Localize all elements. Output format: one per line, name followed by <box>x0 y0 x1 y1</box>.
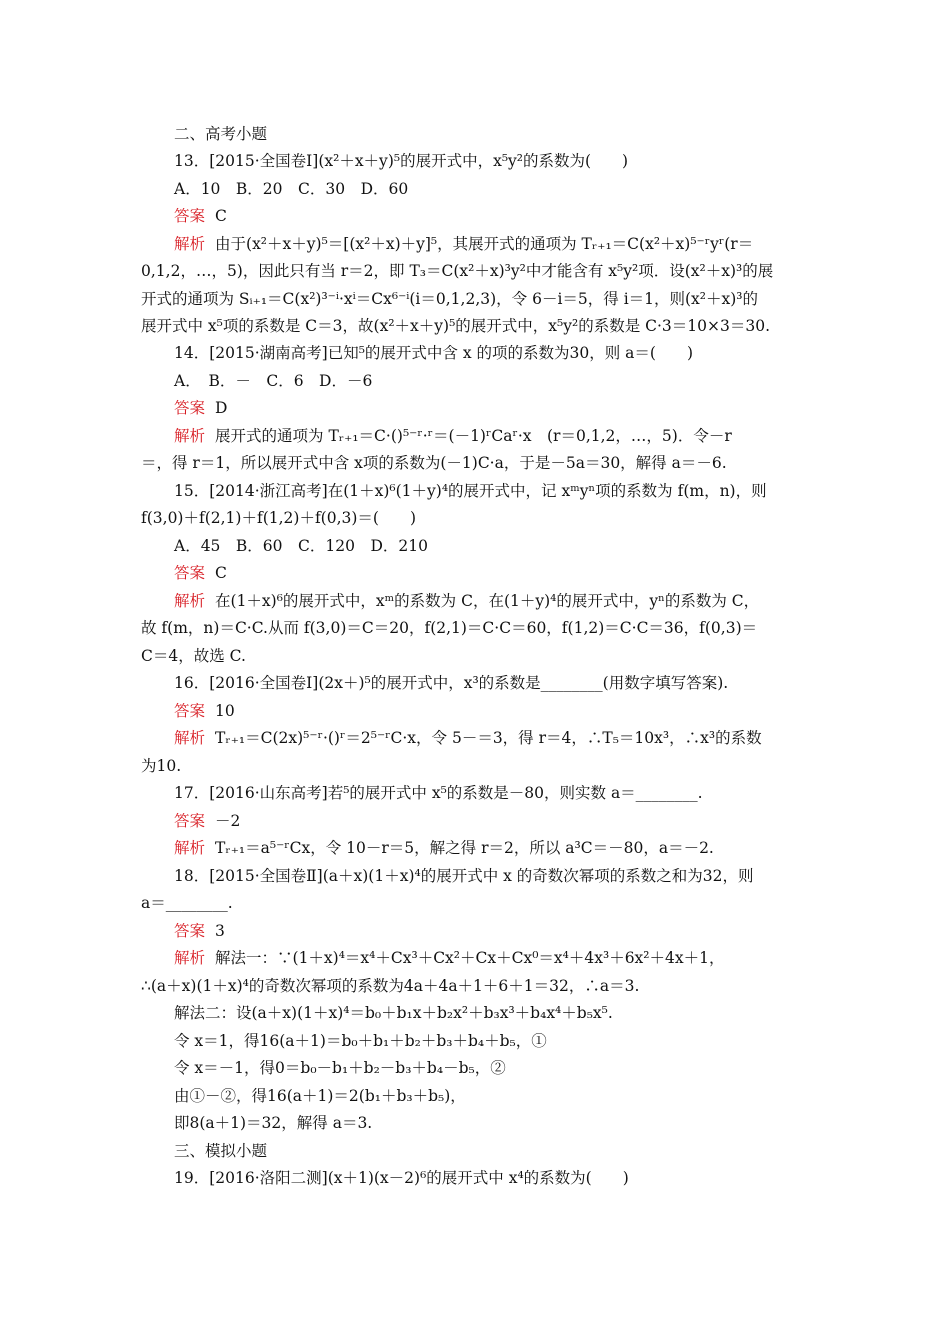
analysis-15-line2: 故 f(m，n)＝C·C.从而 f(3,0)＝C＝20，f(2,1)＝C·C＝60，f(1,2)＝C·C＝36，f(0,3)＝ <box>141 619 758 637</box>
question-18-line2: a＝________. <box>141 894 233 912</box>
answer-14: 答案 D <box>174 399 228 417</box>
section-heading-gaokao: 二、高考小题 <box>174 125 268 143</box>
analysis-17: 解析 Tᵣ₊₁＝a⁵⁻ʳCx，令 10－r＝5，解之得 r＝2，所以 a³C＝－80，a＝－2. <box>174 839 714 857</box>
question-14: 14．[2015·湖南高考]已知⁵的展开式中含 x 的项的系数为30，则 a＝( ) <box>174 344 693 362</box>
analysis-13-line1: 解析 由于(x²＋x＋y)⁵＝[(x²＋x)＋y]⁵，其展开式的通项为 Tᵣ₊₁＝C(x²＋x)⁵⁻ʳyʳ(r＝ <box>174 235 754 253</box>
section-heading-moni: 三、模拟小题 <box>174 1142 268 1160</box>
question-17: 17．[2016·山东高考]若⁵的展开式中 x⁵的系数是－80，则实数 a＝________. <box>174 784 703 802</box>
analysis-15-line3: C＝4，故选 C. <box>141 647 246 665</box>
analysis-16-line1: 解析 Tᵣ₊₁＝C(2x)⁵⁻ʳ·()ʳ＝2⁵⁻ʳC·x，令 5－＝3，得 r＝4，∴T₅＝10x³，∴x³的系数 <box>174 729 762 747</box>
analysis-13-line4: 展开式中 x⁵项的系数是 C＝3，故(x²＋x＋y)⁵的展开式中，x⁵y²的系数是 C·3＝10×3＝30. <box>141 317 771 335</box>
question-15-line2: f(3,0)＋f(2,1)＋f(1,2)＋f(0,3)＝( ) <box>141 509 417 527</box>
analysis-18-line3: 解法二：设(a＋x)(1＋x)⁴＝b₀＋b₁x＋b₂x²＋b₃x³＋b₄x⁴＋b₅x⁵. <box>174 1004 613 1022</box>
answer-16: 答案 10 <box>174 702 235 720</box>
question-15-options: A．45 B．60 C．120 D．210 <box>174 537 428 555</box>
question-14-options: A． B．－ C．6 D．－6 <box>174 372 373 390</box>
analysis-14-line1: 解析 展开式的通项为 Tᵣ₊₁＝C·()⁵⁻ʳ·ʳ＝(－1)ʳCaʳ·x (r＝0,1,2，…，5)．令－r <box>174 427 732 445</box>
question-13-options: A．10 B．20 C．30 D．60 <box>174 180 409 198</box>
analysis-16-line2: 为10. <box>141 757 182 775</box>
question-18: 18．[2015·全国卷Ⅱ](a＋x)(1＋x)⁴的展开式中 x 的奇数次幂项的系数之和为32，则 <box>174 867 754 885</box>
question-13: 13．[2015·全国卷Ⅰ](x²＋x＋y)⁵的展开式中，x⁵y²的系数为( ) <box>174 152 629 170</box>
question-15: 15．[2014·浙江高考]在(1＋x)⁶(1＋y)⁴的展开式中，记 xᵐyⁿ项的系数为 f(m，n)，则 <box>174 482 767 500</box>
analysis-18-line6: 由①－②，得16(a＋1)＝2(b₁＋b₃＋b₅)， <box>174 1087 466 1105</box>
analysis-18-line1: 解析 解法一：∵(1＋x)⁴＝x⁴＋Cx³＋Cx²＋Cx＋Cx⁰＝x⁴＋4x³＋6x²＋4x＋1， <box>174 949 725 967</box>
analysis-15-line1: 解析 在(1＋x)⁶的展开式中，xᵐ的系数为 C，在(1＋y)⁴的展开式中，yⁿ的系数为 C， <box>174 592 760 610</box>
analysis-18-line4: 令 x＝1，得16(a＋1)＝b₀＋b₁＋b₂＋b₃＋b₄＋b₅，① <box>174 1032 547 1050</box>
question-16: 16．[2016·全国卷Ⅰ](2x＋)⁵的展开式中，x³的系数是________(用数字填写答案). <box>174 674 729 692</box>
analysis-18-line5: 令 x＝－1，得0＝b₀－b₁＋b₂－b₃＋b₄－b₅，② <box>174 1059 506 1077</box>
analysis-18-line2: ∴(a＋x)(1＋x)⁴的奇数次幂项的系数为4a＋4a＋1＋6＋1＝32，∴a＝3. <box>141 977 640 995</box>
analysis-18-line7: 即8(a＋1)＝32，解得 a＝3. <box>174 1114 373 1132</box>
answer-17: 答案 －2 <box>174 812 241 830</box>
analysis-13-line3: 开式的通项为 Sᵢ₊₁＝C(x²)³⁻ⁱ·xⁱ＝Cx⁶⁻ⁱ(i＝0,1,2,3)，令 6－i＝5，得 i＝1，则(x²＋x)³的 <box>141 290 759 308</box>
analysis-14-line2: ＝，得 r＝1，所以展开式中含 x项的系数为(－1)C·a，于是－5a＝30，解得 a＝－6. <box>141 454 727 472</box>
answer-13: 答案 C <box>174 207 227 225</box>
question-19: 19．[2016·洛阳二测](x＋1)(x－2)⁶的展开式中 x⁴的系数为( ) <box>174 1169 629 1187</box>
answer-15: 答案 C <box>174 564 227 582</box>
analysis-13-line2: 0,1,2，…，5)，因此只有当 r＝2，即 T₃＝C(x²＋x)³y²中才能含有 x⁵y²项．设(x²＋x)³的展 <box>141 262 774 280</box>
answer-18: 答案 3 <box>174 922 225 940</box>
